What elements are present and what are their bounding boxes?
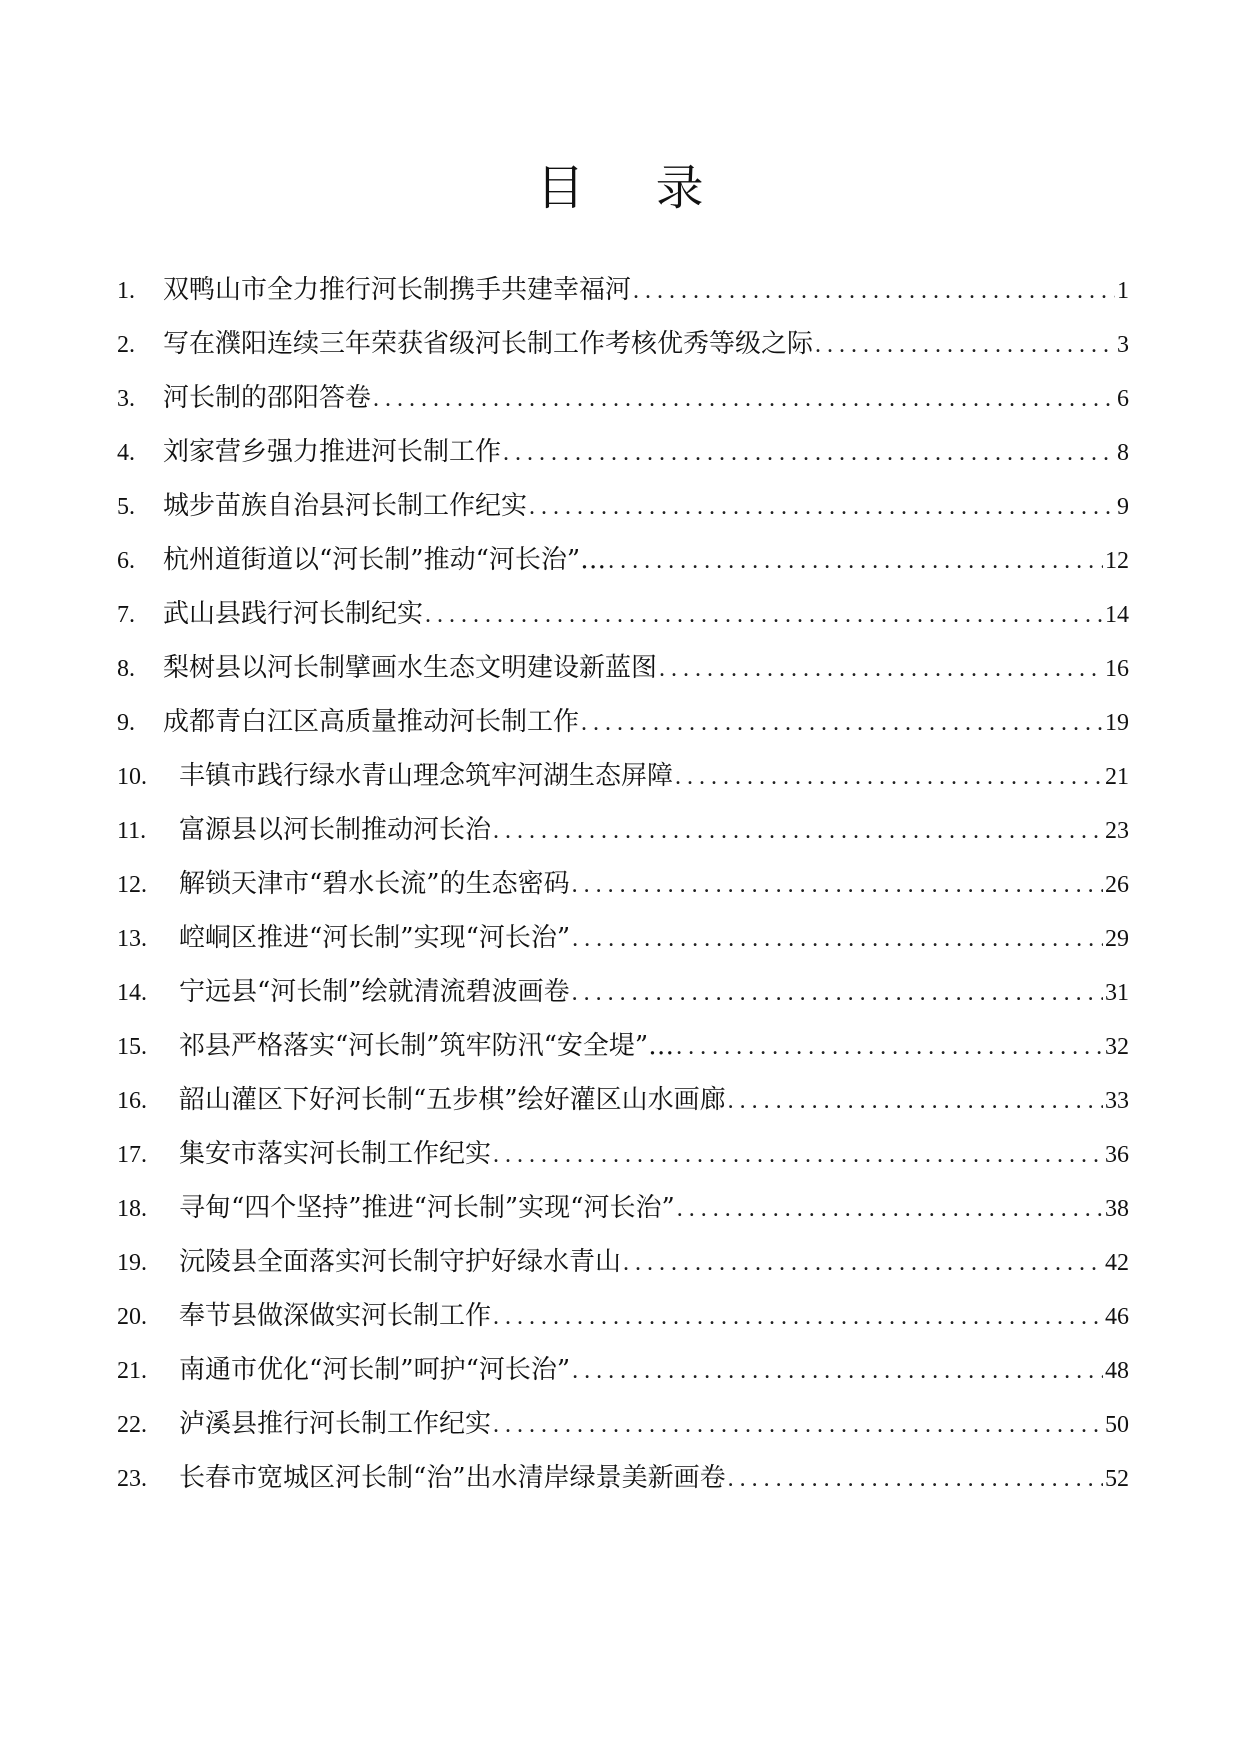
- toc-entry-page-number: 33: [1105, 1088, 1129, 1114]
- toc-dot-leader: [491, 1290, 1103, 1344]
- page-title: 目 录: [536, 160, 732, 216]
- toc-entry[interactable]: [117, 263, 1129, 317]
- toc-entry[interactable]: [117, 1451, 1129, 1505]
- toc-entry-page-number: 31: [1105, 980, 1129, 1006]
- toc-dot-leader: [657, 642, 1103, 696]
- toc-entry-number: 18.: [117, 1196, 147, 1222]
- toc-entry[interactable]: [117, 587, 1129, 641]
- toc-entry-number: 15.: [117, 1034, 147, 1060]
- toc-entry-title: 崆峒区推进“河长制”实现“河长治”: [179, 923, 571, 953]
- toc-entry-title: 长春市宽城区河长制“治”出水清岸绿景美新画卷: [179, 1463, 726, 1493]
- toc-entry-number: 1.: [117, 278, 135, 304]
- toc-entry-number: 11.: [117, 818, 147, 844]
- toc-entry-title: 集安市落实河长制工作纪实: [179, 1139, 492, 1169]
- toc-dot-leader: [570, 912, 1103, 966]
- toc-entry-title: 祁县严格落实“河长制”筑牢防汛“安全堤”…: [179, 1031, 675, 1061]
- toc-entry-number: 5.: [117, 494, 135, 520]
- toc-entry-page-number: 36: [1105, 1142, 1129, 1168]
- toc-entry-title: 梨树县以河长制擘画水生态文明建设新蓝图: [163, 653, 658, 683]
- toc-dot-leader: [491, 1398, 1103, 1452]
- toc-entry-page-number: 8: [1117, 440, 1129, 466]
- toc-entry[interactable]: [117, 1235, 1129, 1289]
- toc-entry-page-number: 6: [1117, 386, 1129, 412]
- toc-entry-number: 7.: [117, 602, 135, 628]
- toc-entry-page-number: 52: [1105, 1466, 1129, 1492]
- toc-entry-title: 奉节县做深做实河长制工作: [179, 1301, 492, 1331]
- toc-entry-title: 沅陵县全面落实河长制守护好绿水青山: [179, 1247, 622, 1277]
- toc-entry-title: 双鸭山市全力推行河长制携手共建幸福河: [163, 275, 632, 305]
- toc-entry-number: 14.: [117, 980, 147, 1006]
- toc-entry[interactable]: [117, 641, 1129, 695]
- toc-entry-number: 8.: [117, 656, 135, 682]
- toc-entry-page-number: 42: [1105, 1250, 1129, 1276]
- toc-dot-leader: [674, 1020, 1103, 1074]
- toc-entry-page-number: 23: [1105, 818, 1129, 844]
- toc-entry[interactable]: [117, 695, 1129, 749]
- toc-entry-title: 河长制的邵阳答卷: [163, 383, 372, 413]
- toc-entry[interactable]: [117, 1181, 1129, 1235]
- toc-entry[interactable]: [117, 857, 1129, 911]
- toc-entry-page-number: 48: [1105, 1358, 1129, 1384]
- toc-entry-number: 12.: [117, 872, 147, 898]
- toc-entry-page-number: 19: [1105, 710, 1129, 736]
- toc-entry-page-number: 26: [1105, 872, 1129, 898]
- toc-entry-title: 写在濮阳连续三年荣获省级河长制工作考核优秀等级之际: [163, 329, 814, 359]
- toc-dot-leader: [491, 804, 1103, 858]
- toc-dot-leader: [570, 1344, 1103, 1398]
- toc-dot-leader: [675, 1182, 1103, 1236]
- toc-entry-title: 寻甸“四个坚持”推进“河长制”实现“河长治”: [179, 1193, 675, 1223]
- toc-entry-title: 南通市优化“河长制”呵护“河长治”: [179, 1355, 571, 1385]
- toc-dot-leader: [726, 1452, 1103, 1506]
- toc-entry-page-number: 32: [1105, 1034, 1129, 1060]
- toc-dot-leader: [527, 480, 1115, 534]
- toc-entry-number: 13.: [117, 926, 147, 952]
- toc-dot-leader: [501, 426, 1115, 480]
- toc-dot-leader: [726, 1074, 1103, 1128]
- toc-entry[interactable]: [117, 749, 1129, 803]
- toc-entry-page-number: 21: [1105, 764, 1129, 790]
- toc-entry-number: 17.: [117, 1142, 147, 1168]
- toc-entry-number: 10.: [117, 764, 147, 790]
- toc-entry-title: 成都青白江区高质量推动河长制工作: [163, 707, 580, 737]
- table-of-contents: [117, 263, 1129, 1505]
- toc-entry-title: 城步苗族自治县河长制工作纪实: [163, 491, 528, 521]
- toc-entry[interactable]: [117, 479, 1129, 533]
- toc-entry-title: 富源县以河长制推动河长治: [179, 815, 492, 845]
- toc-entry[interactable]: [117, 1073, 1129, 1127]
- toc-entry[interactable]: [117, 1343, 1129, 1397]
- toc-dot-leader: [631, 264, 1115, 318]
- toc-entry-number: 16.: [117, 1088, 147, 1114]
- toc-entry-page-number: 50: [1105, 1412, 1129, 1438]
- toc-entry[interactable]: [117, 1397, 1129, 1451]
- toc-dot-leader: [423, 588, 1103, 642]
- toc-entry-number: 19.: [117, 1250, 147, 1276]
- toc-entry[interactable]: [117, 911, 1129, 965]
- toc-entry-title: 解锁天津市“碧水长流”的生态密码: [179, 869, 570, 899]
- toc-entry[interactable]: [117, 1019, 1129, 1073]
- toc-entry-page-number: 29: [1105, 926, 1129, 952]
- toc-entry-page-number: 12: [1105, 548, 1129, 574]
- toc-entry-number: 22.: [117, 1412, 147, 1438]
- toc-entry-page-number: 1: [1117, 278, 1129, 304]
- toc-dot-leader: [621, 1236, 1103, 1290]
- toc-dot-leader: [606, 534, 1103, 588]
- toc-dot-leader: [491, 1128, 1103, 1182]
- toc-entry-number: 9.: [117, 710, 135, 736]
- toc-entry-number: 23.: [117, 1466, 147, 1492]
- toc-dot-leader: [579, 696, 1103, 750]
- toc-dot-leader: [813, 318, 1115, 372]
- toc-entry-number: 21.: [117, 1358, 147, 1384]
- toc-entry-title: 杭州道街道以“河长制”推动“河长治”…: [163, 545, 607, 575]
- toc-dot-leader: [371, 372, 1115, 426]
- toc-entry-number: 3.: [117, 386, 135, 412]
- toc-entry[interactable]: [117, 425, 1129, 479]
- toc-entry-title: 泸溪县推行河长制工作纪实: [179, 1409, 492, 1439]
- toc-entry-title: 丰镇市践行绿水青山理念筑牢河湖生态屏障: [179, 761, 674, 791]
- toc-entry[interactable]: [117, 965, 1129, 1019]
- toc-entry-page-number: 14: [1105, 602, 1129, 628]
- toc-entry[interactable]: [117, 803, 1129, 857]
- toc-entry[interactable]: [117, 533, 1129, 587]
- toc-entry-title: 宁远县“河长制”绘就清流碧波画卷: [179, 977, 570, 1007]
- toc-entry-title: 刘家营乡强力推进河长制工作: [163, 437, 502, 467]
- toc-entry-page-number: 9: [1117, 494, 1129, 520]
- toc-dot-leader: [570, 966, 1103, 1020]
- toc-entry[interactable]: [117, 1127, 1129, 1181]
- toc-entry-number: 2.: [117, 332, 135, 358]
- toc-entry-number: 6.: [117, 548, 135, 574]
- toc-entry-page-number: 38: [1105, 1196, 1129, 1222]
- toc-entry-page-number: 16: [1105, 656, 1129, 682]
- toc-entry-title: 韶山灌区下好河长制“五步棋”绘好灌区山水画廊: [179, 1085, 726, 1115]
- toc-dot-leader: [673, 750, 1103, 804]
- toc-entry-page-number: 46: [1105, 1304, 1129, 1330]
- toc-entry-number: 20.: [117, 1304, 147, 1330]
- toc-dot-leader: [570, 858, 1103, 912]
- toc-entry-number: 4.: [117, 440, 135, 466]
- toc-entry[interactable]: [117, 317, 1129, 371]
- toc-entry[interactable]: [117, 371, 1129, 425]
- toc-entry-page-number: 3: [1117, 332, 1129, 358]
- toc-entry[interactable]: [117, 1289, 1129, 1343]
- toc-entry-title: 武山县践行河长制纪实: [163, 599, 424, 629]
